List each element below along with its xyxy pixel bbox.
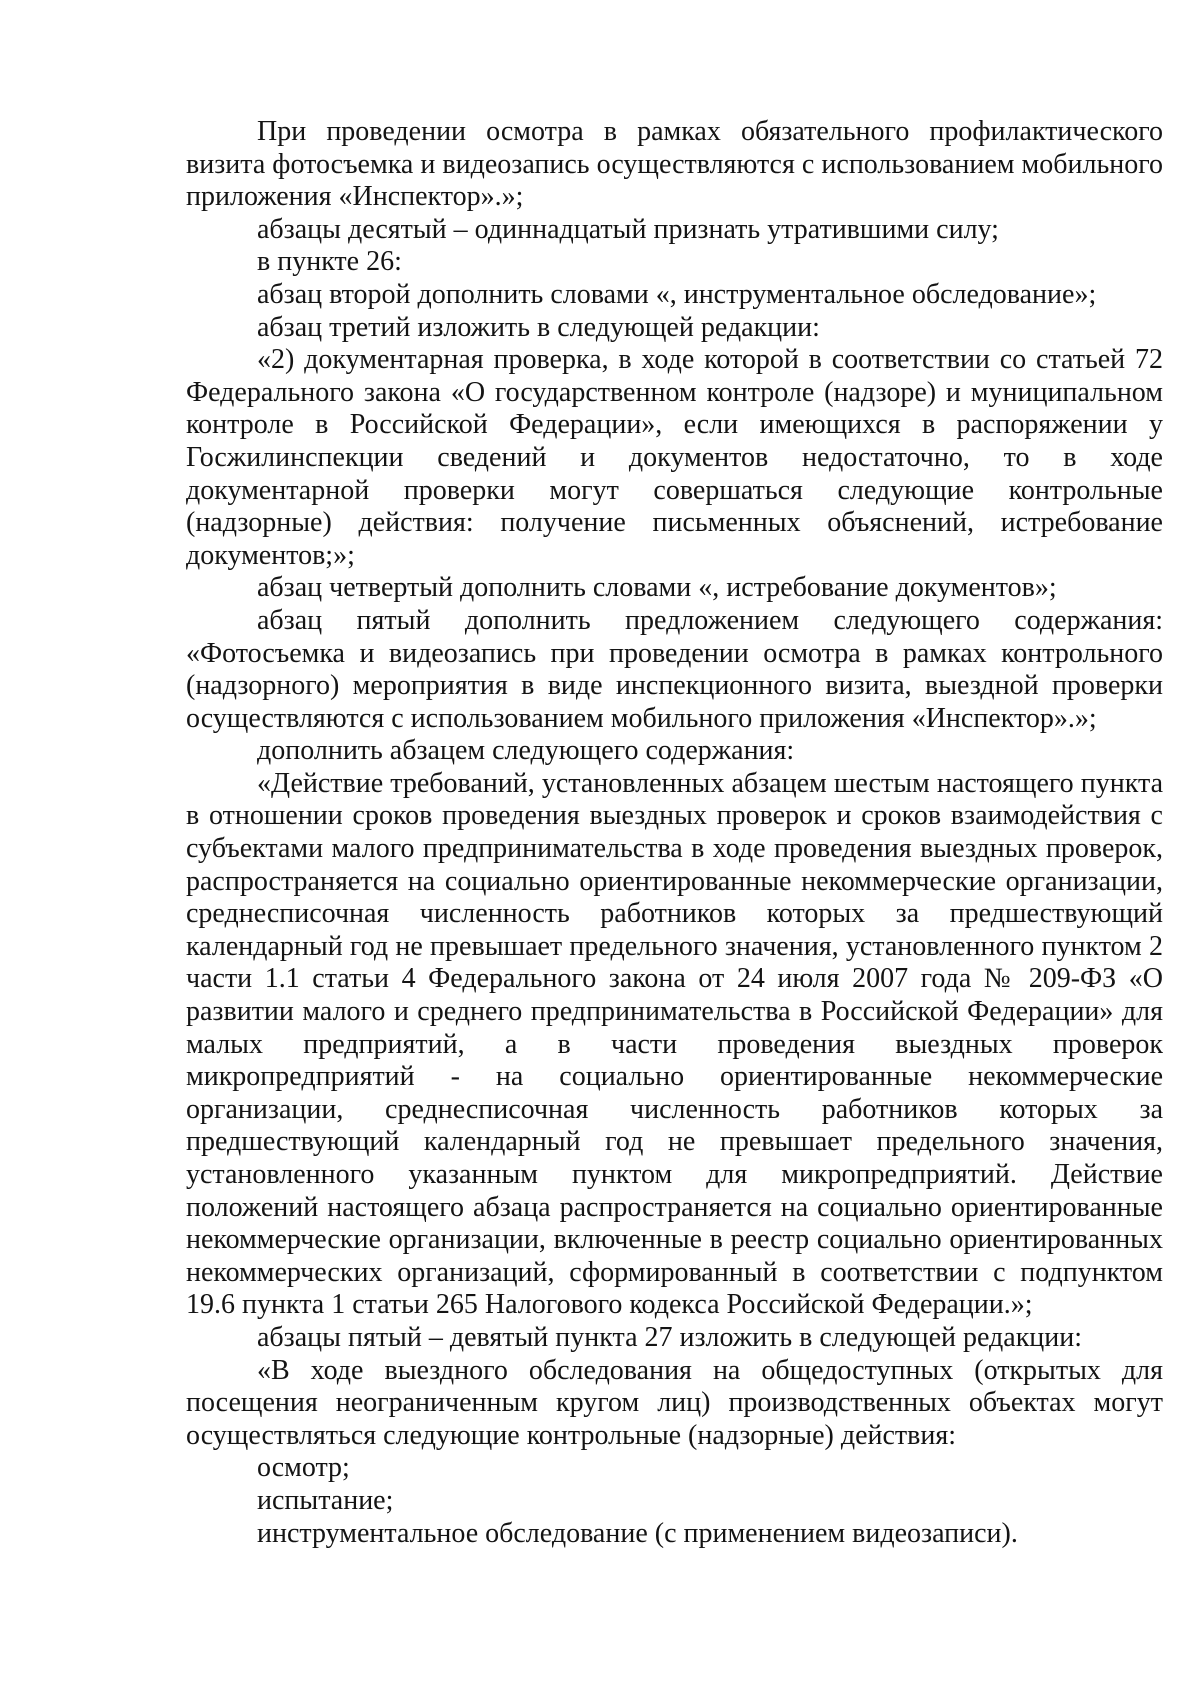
paragraph-inspection-visit: При проведении осмотра в рамках обязательного профилактического визита фотосъемка и видеозапись осуществляются с использованием мобильного приложения «Инспектор».»;	[186, 116, 1163, 213]
paragraph-add-new: дополнить абзацем следующего содержания:	[257, 735, 795, 767]
paragraph-fifth-addition: абзац пятый дополнить предложением следующего содержания: «Фотосъемка и видеозапись при проведении осмотра в рамках контрольного (надзорного) мероприятия в виде инспекционного визита, выездной проверки осуществляются с использованием мобильного приложения «Инспектор».»;	[186, 604, 1163, 734]
paragraph-third-new-edition: абзац третий изложить в следующей редакции:	[257, 311, 820, 343]
document-body	[186, 116, 1163, 1550]
list-item-testing: испытание;	[257, 1484, 394, 1516]
paragraph-fourth-addition: абзац четвертый дополнить словами «, истребование документов»;	[257, 572, 1057, 604]
paragraph-point-27: абзацы пятый – девятый пункта 27 изложить в следующей редакции:	[257, 1321, 1083, 1353]
paragraph-requirements-effect: «Действие требований, установленных абзацем шестым настоящего пункта в отношении сроков проведения выездных проверок и сроков взаимодействия с субъектами малого предпринимательства в ходе проведения выездных проверок, распространяется на социально ориентированные некоммерческие организации, среднесписочная численность работников которых за предшествующий календарный год не превышает предельного значения, установленного пунктом 2 части 1.1 статьи 4 Федерального закона от 24 июля 2007 года № 209-ФЗ «О развитии малого и среднего предпринимательства в Российской Федерации» для малых предприятий, а в части проведения выездных проверок микропредприятий - на социально ориентированные некоммерческие организации, среднесписочная численность работников которых за предшествующий календарный год не превышает предельного значения, установленного указанным пунктом для микропредприятий. Действие положений настоящего абзаца распространяется на социально ориентированные некоммерческие организации, включенные в реестр социально ориентированных некоммерческих организаций, сформированный в соответствии с подпунктом 19.6 пункта 1 статьи 265 Налогового кодекса Российской Федерации.»;	[186, 767, 1163, 1321]
paragraph-repeal-10-11: абзацы десятый – одиннадцатый признать утратившими силу;	[257, 213, 999, 245]
paragraph-documentary-check: «2) документарная проверка, в ходе которой в соответствии со статьей 72 Федерального закона «О государственном контроле (надзоре) и муниципальном контроле в Российской Федерации», если имеющихся в распоряжении у Госжилинспекции сведений и документов недостаточно, то в ходе документарной проверки могут совершаться следующие контрольные (надзорные) действия: получение письменных объяснений, истребование документов;»;	[186, 344, 1163, 571]
paragraph-field-survey: «В ходе выездного обследования на общедоступных (открытых для посещения неограниченным кругом лиц) производственных объектах могут осуществляться следующие контрольные (надзорные) действия:	[186, 1354, 1163, 1451]
list-item-instrumental-survey: инструментальное обследование (с применением видеозаписи).	[257, 1517, 1018, 1549]
list-item-inspection: осмотр;	[257, 1452, 350, 1484]
paragraph-point-26: в пункте 26:	[257, 246, 402, 278]
paragraph-second-addition: абзац второй дополнить словами «, инструментальное обследование»;	[257, 278, 1097, 310]
